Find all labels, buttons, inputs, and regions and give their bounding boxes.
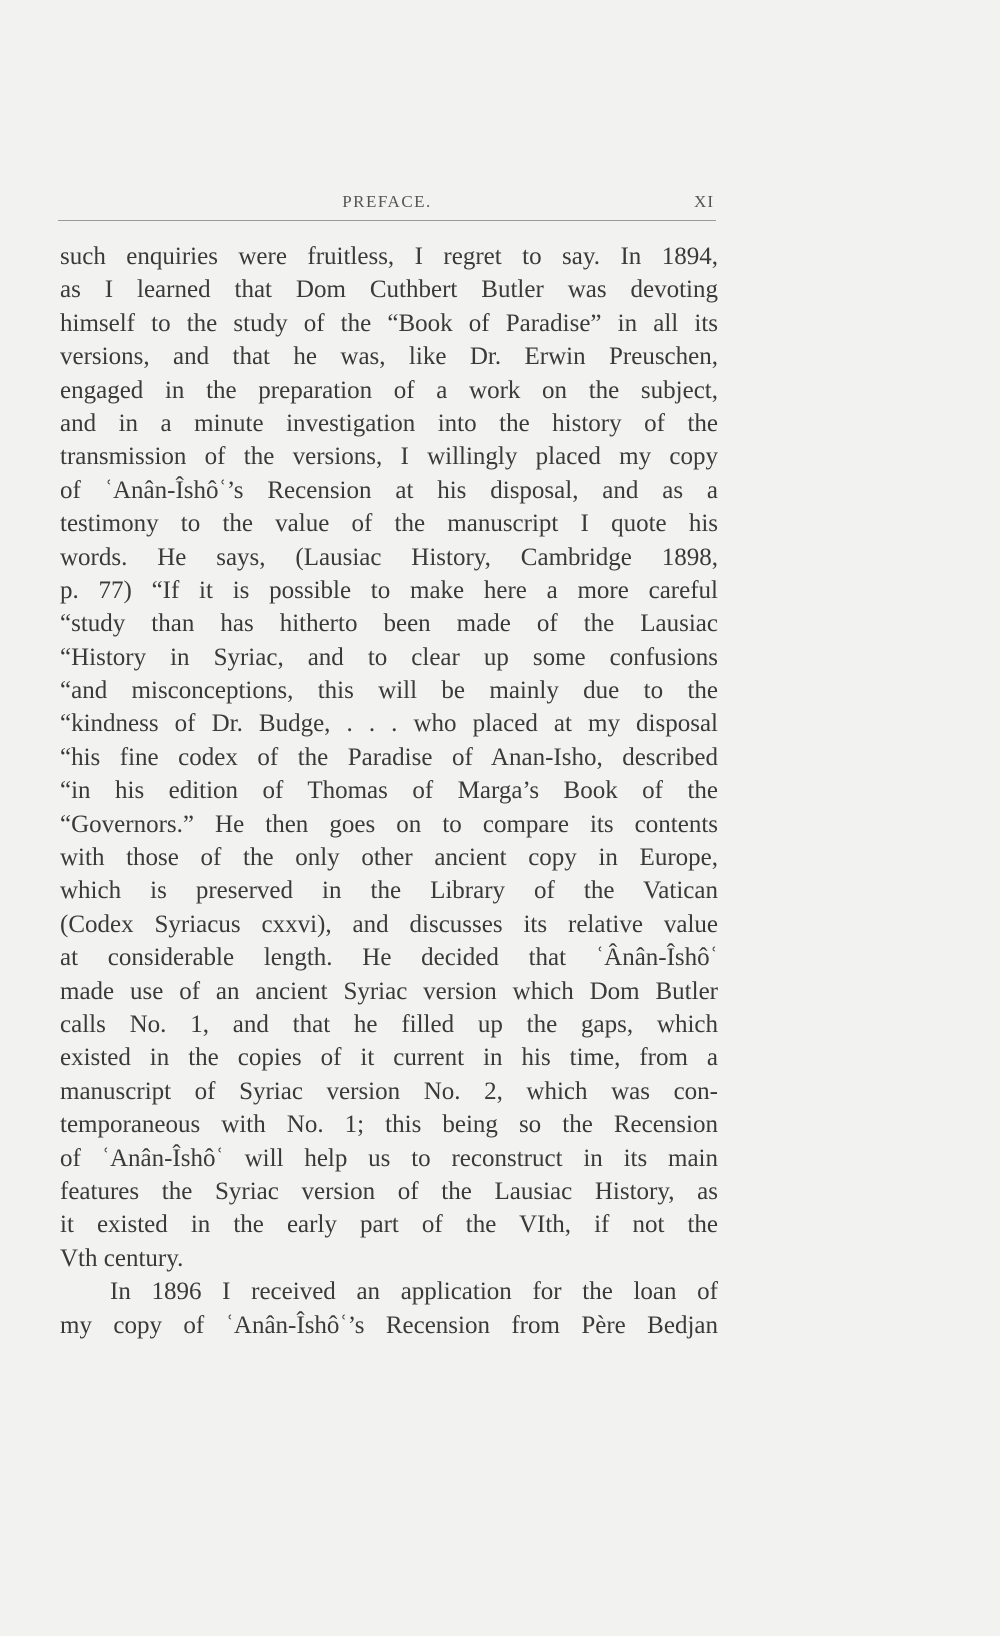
text-line: at considerable length. He decided that ʿÂnân-Îshôʿ xyxy=(60,944,718,972)
text-line: engaged in the preparation of a work on the subject, xyxy=(60,376,718,404)
text-line: with those of the only other ancient copy in Europe, xyxy=(60,844,718,872)
text-line: it existed in the early part of the VIth, if not the xyxy=(60,1211,718,1239)
text-line: made use of an ancient Syriac version which Dom Butler xyxy=(60,977,718,1005)
running-header xyxy=(58,190,716,221)
text-line: such enquiries were fruitless, I regret to say. In 1894, xyxy=(60,243,718,270)
text-line: p. 77) “If it is possible to make here a more careful xyxy=(60,576,718,604)
text-line: of ʿAnân-Îshôʿ’s Recension at his disposal, and as a xyxy=(60,476,718,504)
text-line: testimony to the value of the manuscript I quote his xyxy=(60,510,718,538)
text-line: my copy of ʿAnân-Îshôʿ’s Recension from Père Bedjan xyxy=(60,1311,718,1339)
text-line: words. He says, (Lausiac History, Cambridge 1898, xyxy=(60,543,718,571)
running-title: PREFACE. xyxy=(342,192,432,211)
text-line: of ʿAnân-Îshôʿ will help us to reconstruct in its main xyxy=(60,1144,718,1172)
text-line: “his fine codex of the Paradise of Anan-Isho, described xyxy=(60,743,718,771)
text-line: versions, and that he was, like Dr. Erwin Preuschen, xyxy=(60,343,718,371)
text-line: as I learned that Dom Cuthbert Butler was devoting xyxy=(60,276,718,304)
text-line: Vth century. xyxy=(60,1244,184,1272)
text-line: In 1896 I received an application for the loan of xyxy=(110,1278,718,1306)
text-line: “in his edition of Thomas of Marga’s Book of the xyxy=(60,777,718,805)
body-text xyxy=(60,240,718,1342)
text-line: (Codex Syriacus cxxvi), and discusses its relative value xyxy=(60,910,718,938)
page-number: XI xyxy=(694,192,714,211)
text-line: “and misconceptions, this will be mainly due to the xyxy=(60,677,718,705)
text-line: and in a minute investigation into the history of the xyxy=(60,409,718,437)
text-line: features the Syriac version of the Lausiac History, as xyxy=(60,1177,718,1205)
text-line: calls No. 1, and that he filled up the gaps, which xyxy=(60,1010,718,1038)
text-line: temporaneous with No. 1; this being so the Recension xyxy=(60,1111,718,1139)
text-line: himself to the study of the “Book of Paradise” in all its xyxy=(60,309,718,337)
text-line: which is preserved in the Library of the Vatican xyxy=(60,877,718,905)
text-line: existed in the copies of it current in his time, from a xyxy=(60,1044,718,1072)
text-line: “study than has hitherto been made of the Lausiac xyxy=(60,610,718,638)
text-line: “History in Syriac, and to clear up some confusions xyxy=(60,643,718,671)
text-line: “kindness of Dr. Budge, . . . who placed at my disposal xyxy=(60,710,718,738)
text-line: “Governors.” He then goes on to compare its contents xyxy=(60,810,718,838)
text-line: manuscript of Syriac version No. 2, which was con- xyxy=(60,1077,718,1105)
text-line: transmission of the versions, I willingly placed my copy xyxy=(60,443,718,471)
